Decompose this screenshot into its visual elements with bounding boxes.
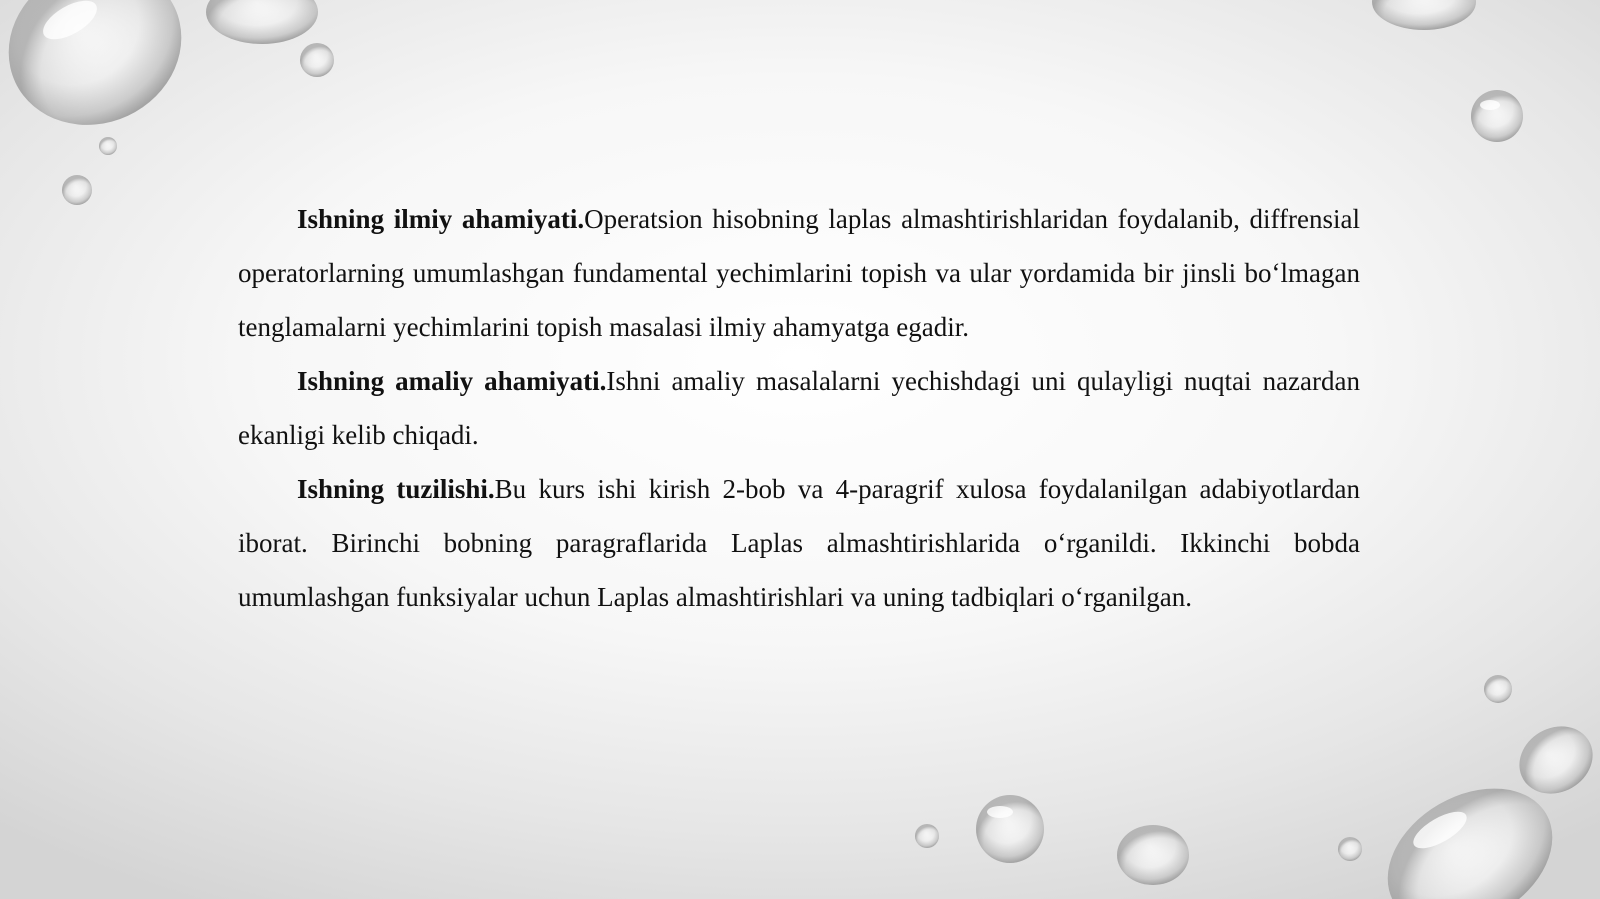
paragraph-practical-significance (238, 354, 1360, 462)
document-body (238, 192, 1360, 624)
droplet-bottom-center-2 (1117, 825, 1189, 885)
droplet-top-left-3 (300, 43, 334, 77)
droplet-bottom-right-1 (1484, 675, 1512, 703)
paragraph-text: Bu kurs ishi kirish 2-bob va 4-paragrif xulosa foydalanilgan adabiyotlardan iborat. Birinchi bobning paragraflarida Laplas almashtirishlarida o‘rganildi. Ikkinchi bobda umumlashgan funksiyalar uchun Laplas almashtirishlari va uning tadbiqlari o‘rganilgan. (238, 474, 1360, 612)
droplet-bottom-center-3 (915, 824, 939, 848)
droplet-bottom-right-2 (1507, 713, 1600, 806)
droplet-top-left-2 (206, 0, 318, 44)
paragraph-heading: Ishning ilmiy ahamiyati. (297, 204, 585, 234)
paragraph-heading: Ishning amaliy ahamiyati. (297, 366, 607, 396)
droplet-top-left-5 (62, 175, 92, 205)
paragraph-text: Operatsion hisobning laplas almashtirishlaridan foydalanib, diffrensial operatorlarning umumlashgan fundamental yechimlarini topish va ular yordamida bir jinsli bo‘lmagan tenglamalarni yechimlarini topish masalasi ilmiy ahamyatga egadir. (238, 204, 1361, 342)
droplet-bottom-right-3 (1363, 760, 1577, 899)
paragraph-scientific-significance (238, 192, 1360, 354)
paragraph-heading: Ishning tuzilishi. (297, 474, 495, 504)
paragraph-text: Ishni amaliy masalalarni yechishdagi uni qulayligi nuqtai nazardan ekanligi kelib chiqadi. (238, 366, 1361, 450)
droplet-bottom-center-1 (976, 795, 1044, 863)
droplet-top-right-2 (1471, 90, 1523, 142)
droplet-large-top-left (0, 0, 208, 153)
paragraph-structure (238, 462, 1360, 624)
droplet-top-left-4 (99, 137, 117, 155)
droplet-top-right-1 (1372, 0, 1476, 30)
droplet-bottom-right-4 (1338, 837, 1362, 861)
